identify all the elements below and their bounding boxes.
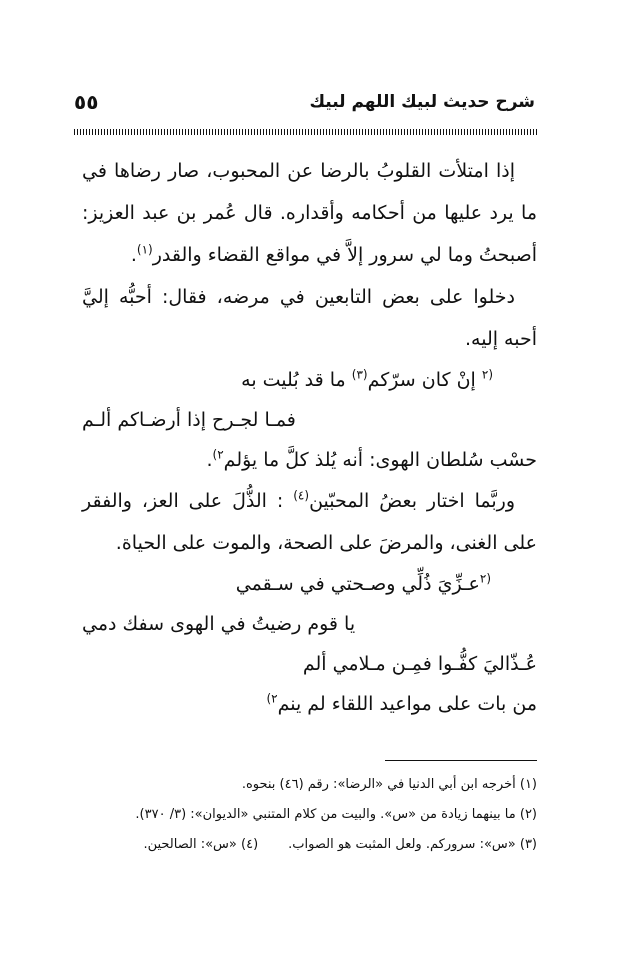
footnote-ref-1: (١) xyxy=(136,242,153,257)
footnote-1: (١) أخرجه ابن أبي الدنيا في «الرضا»: رقم (٤٦) بنحوه. xyxy=(241,777,537,792)
verse-5: يا قوم رضيتُ في الهوى سفك دمي xyxy=(82,613,356,635)
main-text xyxy=(82,150,537,724)
verse-6: عُـذّاليَ كفُّـوا فمِـن مـلامي ألم xyxy=(302,653,537,675)
paragraph-3: وربَّما اختار بعضُ المحبّين$^{(٤)}$ : الذُّلَ على العز، والفقر على الغنى، والمرضَ على الصحة، والموت على الحياة. xyxy=(82,488,537,554)
paragraph-2: دخلوا على بعض التابعين في مرضه، فقال: أحبُّه إليَّ أحبه إليه. xyxy=(82,286,537,350)
footnotes xyxy=(75,770,537,860)
footnote-rule xyxy=(385,760,537,761)
page-number: ٥٥ xyxy=(74,90,99,114)
verse-1: $^{(٢}$ إنْ كان سرّكم$^{(٣)}$ ما قد بُليت به xyxy=(241,367,493,391)
footnote-3: (٣) «س»: سروركم. ولعل المثبت هو الصواب. xyxy=(288,837,537,852)
verse-4: $^{(٢}$عـزِّيَ ذُلِّي وصـحتي في سـقمي xyxy=(235,571,491,595)
paragraph-1: إذا امتلأت القلوبُ بالرضا عن المحبوب، صار رضاها في ما يرد عليها من أحكامه وأقداره. قال عُمر بن عبد العزيز: أصبحتُ وما لي سرور إلاَّ في مواقع القضاء والقدر$^{(١)}$. xyxy=(82,160,537,266)
verse-3: حسْب سُلطان الهوى: أنه يُلذ كلَّ ما يؤلم$^{٢)}$. xyxy=(206,447,537,471)
verse-2: فمـا لجـرح إذا أرضـاكم ألـم xyxy=(82,409,296,431)
footnote-2: (٢) ما بينهما زيادة من «س». والبيت من كلام المتنبي «الديوان»: (٣/ ٣٧٠). xyxy=(135,807,537,822)
running-title: شرح حديث لبيك اللهم لبيك xyxy=(309,92,535,112)
footnote-4: (٤) «س»: الصالحين. xyxy=(143,837,259,852)
footnote-ref-3: (٣) xyxy=(351,367,368,382)
verse-7: من بات على مواعيد اللقاء لم ينم$^{٢)}$ xyxy=(266,691,537,715)
header-rule xyxy=(74,129,537,135)
footnote-ref-4: (٤) xyxy=(293,488,310,503)
footnote-3-4 xyxy=(75,830,537,860)
